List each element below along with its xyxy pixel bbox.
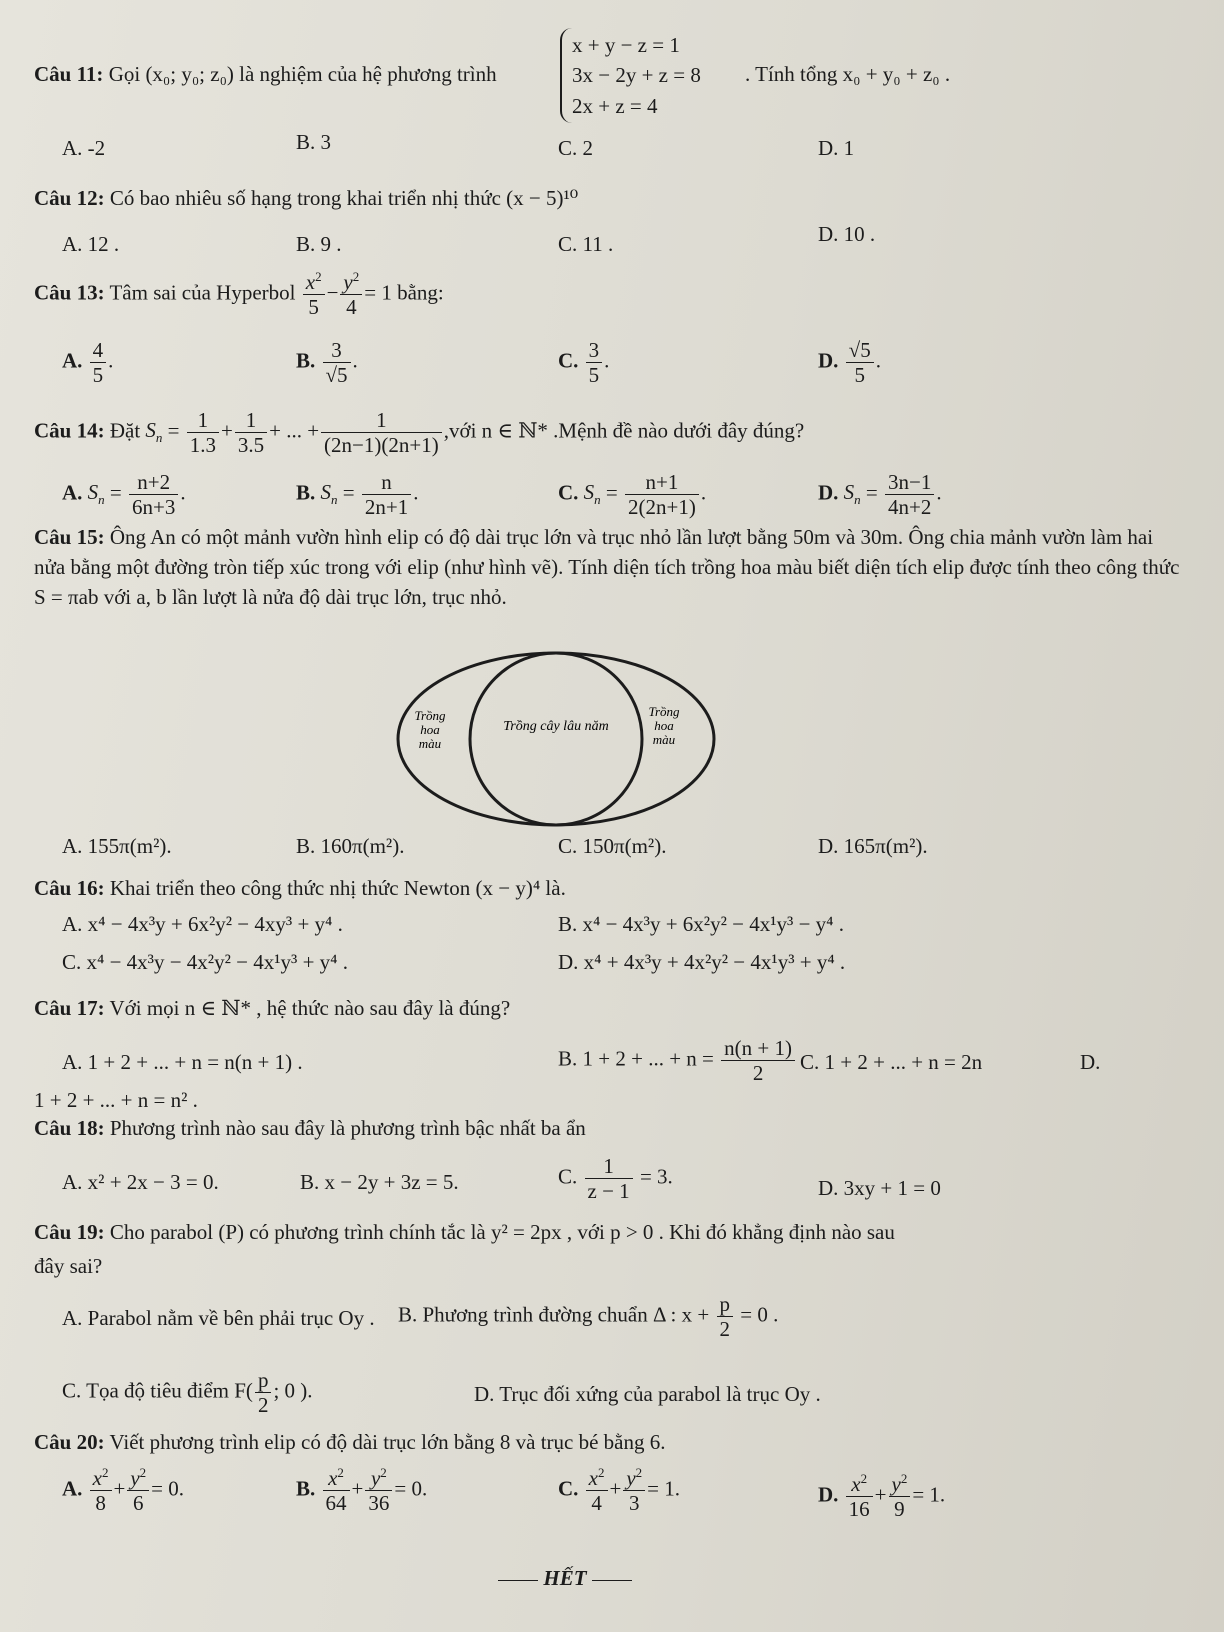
q19-label: Câu 19: xyxy=(34,1220,105,1244)
right-label-1: Trồng xyxy=(648,704,680,719)
q11-option-d[interactable]: D. 1 xyxy=(818,136,855,160)
garden-ellipse-figure xyxy=(390,646,722,832)
q18-option-a[interactable]: A. x² + 2x − 3 = 0. xyxy=(62,1170,219,1194)
q12-text: Có bao nhiêu số hạng trong khai triển nhị thức (x − 5)¹⁰ xyxy=(109,186,579,210)
q15-text: Ông An có một mảnh vườn hình elip có độ dài trục lớn và trục nhỏ lần lượt bằng 50m và 30m. Ông chia mảnh vườn làm hai nửa bằng một đường tròn tiếp xúc trong với elip (như hình vẽ). Tính diện tích trồng hoa màu biết diện tích elip được tính theo công thức S = πab với a, b lần lượt là nửa độ dài trục lớn, trục nhỏ. xyxy=(34,525,1180,609)
q17-option-d[interactable]: D. xyxy=(1080,1050,1101,1074)
q11-eq1: x + y − z = 1 xyxy=(572,33,680,57)
q16-text: Khai triển theo công thức nhị thức Newton (x − y)⁴ là. xyxy=(109,876,566,900)
q13-text: Tâm sai của Hyperbol xyxy=(109,280,296,305)
left-label-1: Trồng xyxy=(414,708,446,723)
q16-option-b[interactable]: B. x⁴ − 4x³y + 6x²y² − 4x¹y³ − y⁴ . xyxy=(558,912,845,936)
q13-option-b[interactable]: B. $\frac{3}{√5}$ . xyxy=(296,338,358,388)
q17-text: Với mọi n ∈ ℕ* , hệ thức nào sau đây là đúng? xyxy=(109,996,511,1020)
q19-stem xyxy=(34,1220,895,1245)
q17-option-b[interactable]: B. 1 + 2 + ... + n = $\frac{n(n + 1)}{2}$ xyxy=(558,1036,797,1085)
q20-text: Viết phương trình elip có độ dài trục lớn bằng 8 và trục bé bằng 6. xyxy=(109,1430,666,1454)
q19-text: Cho parabol (P) có phương trình chính tắc là y² = 2px , với p > 0 . Khi đó khẳng định nào sau xyxy=(109,1220,895,1244)
q17-option-a[interactable]: A. 1 + 2 + ... + n = n(n + 1) . xyxy=(62,1050,303,1074)
q20-option-a[interactable]: A. $\frac{x^2}{8}$ + $\frac{y^2}{6}$ = 0. xyxy=(62,1465,185,1516)
footer-text: HẾT xyxy=(543,1566,587,1590)
right-label-3: màu xyxy=(652,732,676,747)
q14-option-c[interactable]: C. $S_n$ = $\frac{n+1}{2(2n+1)}$ . xyxy=(558,470,707,520)
q12-option-b[interactable]: B. 9 . xyxy=(296,232,342,256)
q12-label: Câu 12: xyxy=(34,186,105,210)
q20-label: Câu 20: xyxy=(34,1430,105,1454)
q11-text: Gọi (x₀; y₀; z₀) là nghiệm của hệ phương trình xyxy=(108,62,497,86)
q11-option-c[interactable]: C. 2 xyxy=(558,136,594,160)
q14-option-b[interactable]: B. $S_n$ = $\frac{n}{2n+1}$ . xyxy=(296,470,419,520)
left-label-2: hoa xyxy=(420,722,440,737)
q15-option-b[interactable]: B. 160π(m²). xyxy=(296,834,405,858)
inner-circle xyxy=(470,653,642,825)
q19-text-line2: đây sai? xyxy=(34,1254,103,1278)
q11-option-b[interactable]: B. 3 xyxy=(296,130,332,154)
q17-option-c[interactable]: C. 1 + 2 + ... + n = 2n xyxy=(800,1050,983,1074)
q11-eq3: 2x + z = 4 xyxy=(572,93,658,118)
q16-stem xyxy=(34,876,566,901)
right-label-2: hoa xyxy=(654,718,674,733)
q20-option-b[interactable]: B. $\frac{x^2}{64}$ + $\frac{y^2}{36}$ = 0. xyxy=(296,1465,428,1516)
q13-option-a[interactable]: A. $\frac{4}{5}$ . xyxy=(62,338,114,388)
q14-label: Câu 14: xyxy=(34,418,105,443)
q13-text-end: bằng: xyxy=(397,280,444,305)
q12-option-a[interactable]: A. 12 . xyxy=(62,232,120,256)
q15-option-a[interactable]: A. 155π(m²). xyxy=(62,834,172,858)
q11-option-a[interactable]: A. -2 xyxy=(62,136,106,160)
left-label-3: màu xyxy=(418,736,442,751)
q14-text: Đặt xyxy=(109,418,141,443)
q20-option-c[interactable]: C. $\frac{x^2}{4}$ + $\frac{y^2}{3}$ = 1. xyxy=(558,1465,681,1516)
q11-system xyxy=(560,28,701,123)
q13-option-c[interactable]: C. $\frac{3}{5}$ . xyxy=(558,338,610,388)
q17-stem xyxy=(34,996,510,1021)
q16-label: Câu 16: xyxy=(34,876,105,900)
q16-option-d[interactable]: D. x⁴ + 4x³y + 4x²y² − 4x¹y³ + y⁴ . xyxy=(558,950,846,974)
q11-question: . Tính tổng x₀ + y₀ + z₀ . xyxy=(745,62,951,86)
q18-option-d[interactable]: D. 3xy + 1 = 0 xyxy=(818,1176,941,1200)
q12-option-c[interactable]: C. 11 . xyxy=(558,232,614,256)
q15-option-d[interactable]: D. 165π(m²). xyxy=(818,834,928,858)
q11-eq2: 3x − 2y + z = 8 xyxy=(572,63,701,88)
footer-end-mark xyxy=(470,1566,660,1591)
q17-option-d-line[interactable]: 1 + 2 + ... + n = n² . xyxy=(34,1088,198,1112)
center-label: Trồng cây lâu năm xyxy=(503,719,609,734)
q16-option-a[interactable]: A. x⁴ − 4x³y + 6x²y² − 4xy³ + y⁴ . xyxy=(62,912,343,936)
q15-label: Câu 15: xyxy=(34,525,105,549)
q11-label: Câu 11: xyxy=(34,62,104,86)
q13-option-d[interactable]: D. $\frac{√5}{5}$ . xyxy=(818,338,881,388)
q14-option-d[interactable]: D. $S_n$ = $\frac{3n-1}{4n+2}$ . xyxy=(818,470,942,520)
q17-label: Câu 17: xyxy=(34,996,105,1020)
q18-text: Phương trình nào sau đây là phương trình bậc nhất ba ẩn xyxy=(109,1116,586,1140)
q13-label: Câu 13: xyxy=(34,280,105,305)
q20-option-d[interactable]: D. $\frac{x^2}{16}$ + $\frac{y^2}{9}$ = 1. xyxy=(818,1471,946,1522)
q12-option-d[interactable]: D. 10 . xyxy=(818,222,876,246)
q15-option-c[interactable]: C. 150π(m²). xyxy=(558,834,667,858)
q18-option-b[interactable]: B. x − 2y + 3z = 5. xyxy=(300,1170,459,1194)
q18-stem xyxy=(34,1116,586,1141)
q18-option-c[interactable]: C. $\frac{1}{z - 1}$ = 3. xyxy=(558,1154,673,1204)
q19-option-c[interactable]: C. Tọa độ tiêu điểm F( $\frac{p}{2}$ ; 0 ). xyxy=(62,1368,313,1418)
q20-stem xyxy=(34,1430,666,1455)
q12-stem xyxy=(34,186,578,211)
q18-label: Câu 18: xyxy=(34,1116,105,1140)
q14-option-a[interactable]: A. $S_n$ = $\frac{n+2}{6n+3}$ . xyxy=(62,470,186,520)
q19-option-d[interactable]: D. Trục đối xứng của parabol là trục Oy . xyxy=(474,1382,821,1406)
q16-option-c[interactable]: C. x⁴ − 4x³y − 4x²y² − 4x¹y³ + y⁴ . xyxy=(62,950,349,974)
q11-stem xyxy=(34,62,497,87)
q13-stem: Câu 13: Tâm sai của Hyperbol $\frac{x^2}{5}$ − $\frac{y^2}{4}$ = 1 bằng: xyxy=(34,269,444,320)
q14-text-end: ,với n ∈ ℕ* .Mệnh đề nào dưới đây đúng? xyxy=(443,418,805,443)
q14-stem: Câu 14: Đặt $S_n$ = $\frac{1}{1.3}$ + $\frac{1}{3.5}$ + ... + $\frac{1}{(2n-1)(2n+1)}$ ,với n ∈ ℕ* .Mệnh đề nào dưới đây đúng? xyxy=(34,408,805,458)
q19-option-a[interactable]: A. Parabol nằm về bên phải trục Oy . xyxy=(62,1306,375,1330)
q15-stem xyxy=(34,522,1184,612)
q19-option-b[interactable]: B. Phương trình đường chuẩn Δ : x + $\frac{p}{2}$ = 0 . xyxy=(398,1292,779,1342)
